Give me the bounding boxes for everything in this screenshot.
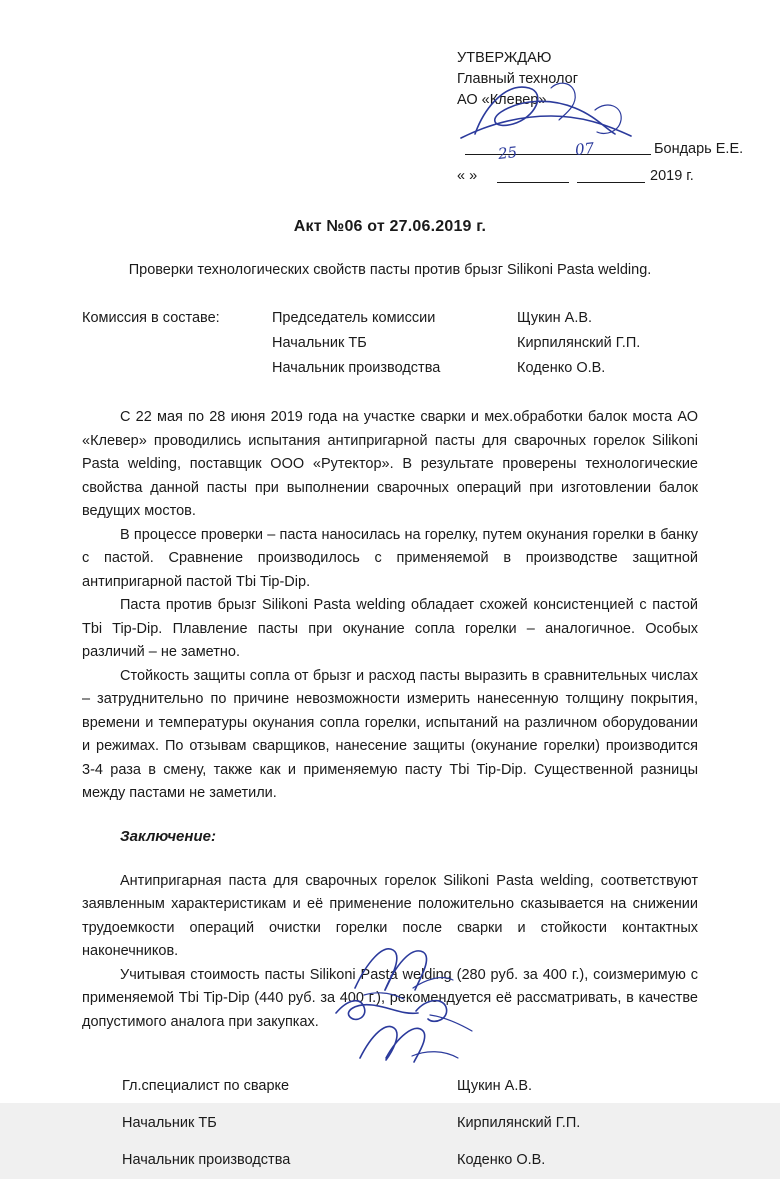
commission-role: Начальник ТБ [272,335,367,351]
conclusion-heading: Заключение: [120,827,216,845]
signature-indent [82,1142,122,1179]
handwritten-day: 25 [497,143,518,163]
date-month-rule [577,182,645,183]
signature-block [82,1068,698,1179]
date-day-rule [497,182,569,183]
body-paragraph: Стойкость защиты сопла от брызг и расход пасты выразить в сравнительных числах – затруднительно по причине невозможности измерить нанесенную толщину покрытия, времени и температуры окунания сопла горелки, испытаний на различном оборудовании и режимах. По отзывам сварщиков, нанесение защиты (окунание горелки) производится 3-4 раза в смену, также как и применяемую пасту Tbi Tip-Dip. Существенной разницы между пастами не заметили. [82,667,698,801]
signature-role: Начальник ТБ [122,1115,217,1131]
body-paragraph: Паста против брызг Silikoni Pasta welding обладает схожей консистенцией с пастой Tbi Tip-Dip. Плавление пасты при окунание сопла горелки – аналогичное. Особых различий – не заметно. [82,597,698,660]
commission-row [82,306,698,331]
commission-name: Щукин А.В. [517,310,593,326]
approval-block [457,48,744,188]
commission-row [82,331,698,356]
commission-role: Председатель комиссии [272,310,436,326]
conclusion-paragraph: Учитывая стоимость пасты Silikoni Pasta welding (280 руб. за 400 г.), соизмеримую с применяемой Tbi Tip-Dip (440 руб. за 400 г.), рекомендуется её рассматривать, в качестве допустимого аналога при закупках. [82,966,698,1030]
body-paragraph: В процессе проверки – паста наносилась на горелку, путем окунания горелки в банку с пастой. Сравнение производилось с применяемой в производстве защитной антипригарной пастой Tbi Tip-Dip. [82,526,698,590]
commission-label-empty [82,356,272,381]
signature-indent [82,1105,122,1142]
commission-name: Кирпилянский Г.П. [517,335,641,351]
page-subtitle: Проверки технологических свойств пасты против брызг Silikoni Pasta welding. [128,262,652,278]
signature-name: Кирпилянский Г.П. [457,1115,581,1131]
commission-row [82,356,698,381]
document-body [82,406,698,806]
handwritten-month: 07 [574,139,595,159]
signature-row [82,1142,698,1179]
date-year: 2019 г. [650,168,694,184]
signature-rule [465,154,651,155]
approval-line-3: АО «Клевер» [457,92,547,108]
commission-name: Коденко О.В. [517,360,606,376]
signature-name: Коденко О.В. [457,1152,546,1168]
approval-line-1: УТВЕРЖДАЮ [457,50,552,66]
page-title: Акт №06 от 27.06.2019 г. [293,218,487,235]
date-quote-marks: « » [457,168,478,184]
signature-row [82,1068,698,1105]
signature-role: Начальник производства [122,1152,291,1168]
commission-label: Комиссия в составе: [82,310,220,326]
document-sheet [82,48,744,1168]
commission-block [82,306,698,381]
approval-line-2: Главный технолог [457,71,579,87]
approval-date-line [457,166,698,188]
body-paragraph: С 22 мая по 28 июня 2019 года на участке сварки и мех.обработки балок моста АО «Клевер» проводились испытания антипригарной пасты для сварочных горелок Silikoni Pasta welding, поставщик ООО «Рутектор». В результате проверены технологические свойства данной пасты при выполнении сварочных операций при изготовлении балок ведущих мостов. [82,409,698,519]
signature-name: Щукин А.В. [457,1078,533,1094]
approver-name: Бондарь Е.Е. [654,141,744,157]
signature-row [82,1105,698,1142]
commission-role: Начальник производства [272,360,441,376]
conclusion-paragraph: Антипригарная паста для сварочных горелок Silikoni Pasta welding, соответствуют заявленным характеристикам и её применение положительно сказывается на снижении трудоемкости операций очистки горелки после сварки и стойкости контактных наконечников. [82,872,698,959]
signature-indent [82,1068,122,1105]
signature-role: Гл.специалист по сварке [122,1078,290,1094]
commission-label-empty [82,331,272,356]
conclusion-body [82,870,698,1035]
